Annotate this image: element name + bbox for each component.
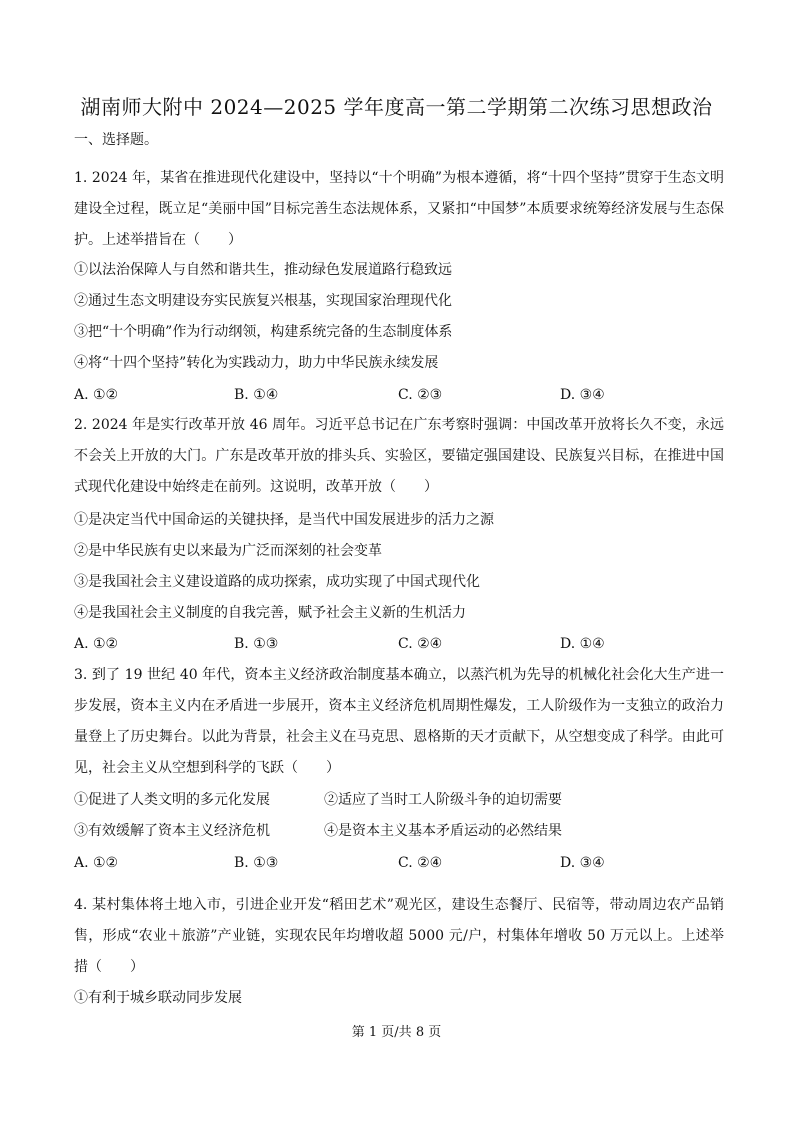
option-d[interactable]: D. ①④ [560,636,605,652]
option-c[interactable]: C. ②④ [398,855,443,871]
question-3-items-row-2 [74,821,724,841]
option-a[interactable]: A. ①② [74,387,119,403]
question-2-item-1: ①是决定当代中国命运的关键抉择，是当代中国发展进步的活力之源 [74,512,494,528]
option-a[interactable]: A. ①② [74,855,119,871]
option-b[interactable]: B. ①④ [234,387,279,403]
question-1-stem: 1. 2024 年，某省在推进现代化建设中，坚持以“十个明确”为根本遵循，将“十四个坚持”贯穿于生态文明建设全过程，既立足“美丽中国”目标完善生态法规体系，又紧扣“中国梦”本质要求统筹经济发展与生态保护。上述举措旨在（ ） [74,170,724,248]
question-3-item-1: ①促进了人类文明的多元化发展 [74,792,270,808]
question-2-item-2: ②是中华民族有史以来最为广泛而深刻的社会变革 [74,543,382,559]
question-1-item-3: ③把“十个明确”作为行动纲领，构建系统完备的生态制度体系 [74,324,453,340]
question-2-stem: 2. 2024 年是实行改革开放 46 周年。习近平总书记在广东考察时强调：中国改革开放将长久不变，永远不会关上开放的大门。广东是改革开放的排头兵、实验区，要锚定强国建设、民族复兴目标，在推进中国式现代化建设中始终走在前列。这说明，改革开放（ ） [74,417,724,495]
option-c[interactable]: C. ②④ [398,636,443,652]
option-d[interactable]: D. ③④ [560,855,605,871]
option-b[interactable]: B. ①③ [234,636,279,652]
question-4-stem: 4. 某村集体将土地入市，引进企业开发“稻田艺术”观光区，建设生态餐厅、民宿等，带动周边农产品销售，形成“农业＋旅游”产业链，实现农民年均增收超 5000 元/户，村集体年增收 50 万元以上。上述举措（ ） [74,897,724,975]
question-3-item-4: ④是资本主义基本矛盾运动的必然结果 [324,823,562,839]
question-3-stem: 3. 到了 19 世纪 40 年代，资本主义经济政治制度基本确立，以蒸汽机为先导的机械化社会化大生产进一步发展，资本主义内在矛盾进一步展开，资本主义经济危机周期性爆发，工人阶级作为一支独立的政治力量登上了历史舞台。以此为背景，社会主义在马克思、恩格斯的天才贡献下，从空想变成了科学。由此可见，社会主义从空想到科学的飞跃（ ） [74,667,724,776]
question-1-item-4: ④将“十四个坚持”转化为实践动力，助力中华民族永续发展 [74,355,439,371]
question-4-item-1: ①有利于城乡联动同步发展 [74,990,242,1006]
question-3-options [74,853,724,873]
question-1-options [74,385,724,405]
question-1-item-2: ②通过生态文明建设夯实民族复兴根基，实现国家治理现代化 [74,293,452,309]
section-heading: 一、选择题。 [74,132,158,148]
question-2-item-3: ③是我国社会主义建设道路的成功探索，成功实现了中国式现代化 [74,574,480,590]
question-3-items-row-1 [74,790,724,810]
option-b[interactable]: B. ①③ [234,855,279,871]
option-c[interactable]: C. ②③ [398,387,443,403]
page-footer: 第 1 页/共 8 页 [351,1025,442,1040]
option-d[interactable]: D. ③④ [560,387,605,403]
question-3-item-2: ②适应了当时工人阶级斗争的迫切需要 [324,792,562,808]
question-2-item-4: ④是我国社会主义制度的自我完善，赋予社会主义新的生机活力 [74,605,466,621]
question-3-item-3: ③有效缓解了资本主义经济危机 [74,823,270,839]
option-a[interactable]: A. ①② [74,636,119,652]
page-title: 湖南师大附中 2024—2025 学年度高一第二学期第二次练习思想政治 [80,95,713,119]
question-1-item-1: ①以法治保障人与自然和谐共生，推动绿色发展道路行稳致远 [74,262,452,278]
question-2-options [74,634,724,654]
